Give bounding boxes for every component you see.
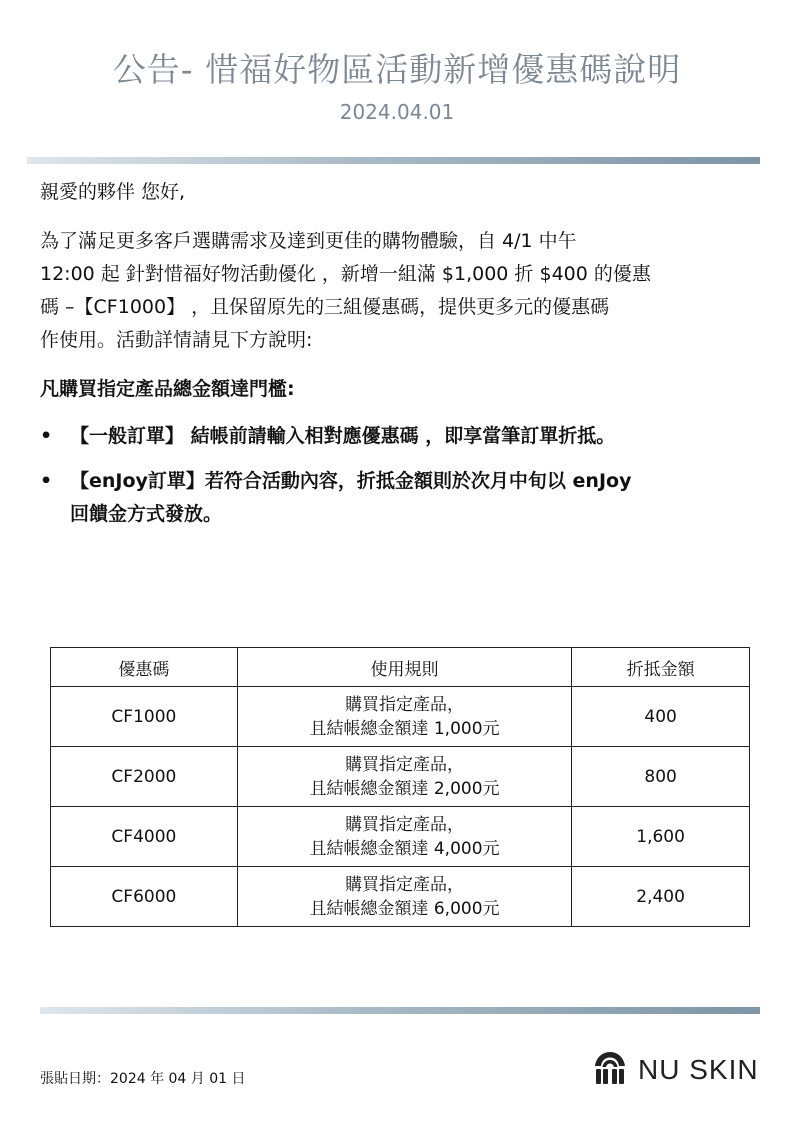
nu-skin-logo	[592, 1050, 759, 1090]
column-header-rule: 使用規則	[237, 648, 571, 687]
coupon-table	[50, 647, 750, 927]
top-divider	[27, 157, 760, 164]
condition-heading: 凡購買指定產品總金額達門檻:	[40, 378, 295, 400]
bullet-list	[40, 420, 760, 531]
bullet-text: 【一般訂單】 結帳前請輸入相對應優惠碼 ，即享當筆訂單折抵。	[70, 425, 616, 447]
rule-line: 購買指定產品，	[344, 874, 464, 895]
table-row	[51, 807, 750, 867]
table-header-row	[51, 648, 750, 687]
table-row	[51, 867, 750, 927]
bullet-text: 【enJoy訂單】若符合活動內容，折抵金額則於次月中旬以 enJoy	[70, 470, 632, 492]
announcement-body	[40, 176, 760, 543]
bullet-item-enjoy-order	[40, 465, 760, 531]
coupon-discount: 2,400	[572, 867, 750, 927]
rule-line: 購買指定產品，	[344, 694, 464, 715]
intro-line: 碼 –【CF1000】 ，且保留原先的三組優惠碼，提供更多元的優惠碼	[40, 296, 610, 318]
bullet-icon: •	[40, 470, 53, 492]
coupon-rule	[237, 747, 571, 807]
bullet-text: 回饋金方式發放。	[70, 503, 223, 525]
bullet-item-general-order	[40, 420, 760, 453]
rule-line: 且結帳總金額達 1,000元	[309, 718, 500, 739]
coupon-code: CF1000	[51, 687, 238, 747]
nu-skin-logo-icon	[592, 1050, 628, 1090]
coupon-rule	[237, 807, 571, 867]
column-header-discount: 折抵金額	[572, 648, 750, 687]
rule-line: 購買指定產品，	[344, 754, 464, 775]
coupon-rule	[237, 867, 571, 927]
table-row	[51, 747, 750, 807]
intro-paragraph	[40, 225, 760, 357]
logo-wordmark: NU SKIN	[638, 1054, 759, 1085]
posting-date: 張貼日期：2024 年 04 月 01 日	[40, 1071, 246, 1087]
intro-line: 作使用。活動詳情請見下方說明:	[40, 329, 313, 351]
announcement-date: 2024.04.01	[339, 100, 455, 124]
rule-line: 且結帳總金額達 2,000元	[309, 778, 500, 799]
bullet-icon: •	[40, 425, 53, 447]
table-row	[51, 687, 750, 747]
rule-line: 購買指定產品，	[344, 814, 464, 835]
rule-line: 且結帳總金額達 4,000元	[309, 838, 500, 859]
coupon-discount: 400	[572, 687, 750, 747]
intro-line: 為了滿足更多客戶選購需求及達到更佳的購物體驗，自 4/1 中午	[40, 230, 577, 252]
coupon-code: CF2000	[51, 747, 238, 807]
column-header-code: 優惠碼	[51, 648, 238, 687]
greeting: 親愛的夥伴 您好,	[40, 181, 186, 203]
coupon-code: CF6000	[51, 867, 238, 927]
coupon-code: CF4000	[51, 807, 238, 867]
page-title: 公告- 惜福好物區活動新增優惠碼說明	[112, 50, 682, 89]
rule-line: 且結帳總金額達 6,000元	[309, 898, 500, 919]
coupon-rule	[237, 687, 571, 747]
coupon-discount: 1,600	[572, 807, 750, 867]
coupon-discount: 800	[572, 747, 750, 807]
intro-line: 12:00 起 針對惜福好物活動優化 ，新增一組滿 $1,000 折 $400 的優惠	[40, 263, 651, 285]
bottom-divider	[40, 1007, 760, 1014]
